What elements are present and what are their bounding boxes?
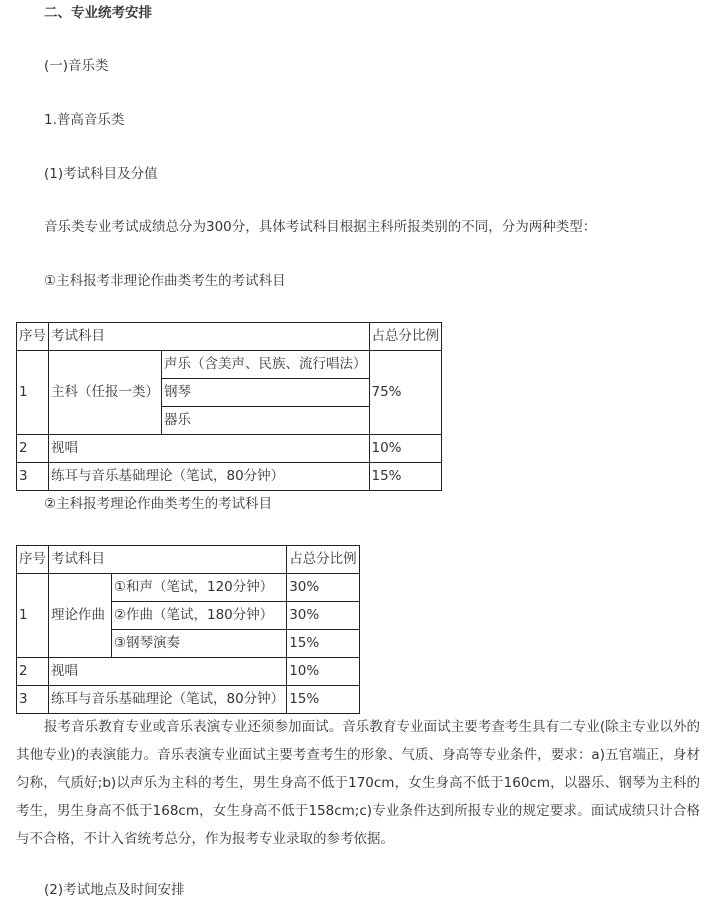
exam-table-theory <box>16 545 360 714</box>
row-subject: 练耳与音乐基础理论（笔试，80分钟） <box>49 686 287 714</box>
row-percentage: 15% <box>287 630 360 658</box>
table-header-row <box>17 323 442 351</box>
row-number: 2 <box>17 658 49 686</box>
row-number: 3 <box>17 686 49 714</box>
row-subject: 理论作曲 <box>49 574 112 658</box>
row-percentage: 30% <box>287 574 360 602</box>
row-number: 3 <box>17 463 49 491</box>
sub-subject: 声乐（含美声、民族、流行唱法） <box>162 351 370 379</box>
section-heading: 二、专业统考安排 <box>44 5 152 21</box>
table-row <box>17 574 360 602</box>
table-row <box>17 435 442 463</box>
table2-caption: ②主科报考理论作曲类考生的考试科目 <box>44 496 273 512</box>
header-percentage: 占总分比例 <box>287 546 360 574</box>
header-subject: 考试科目 <box>49 546 287 574</box>
header-number: 序号 <box>17 546 49 574</box>
subcategory-heading: 1.普高音乐类 <box>44 112 125 128</box>
table-row <box>17 658 360 686</box>
exam-location-heading: (2)考试地点及时间安排 <box>44 882 185 898</box>
header-number: 序号 <box>17 323 49 351</box>
score-intro-text: 音乐类专业考试成绩总分为300分，具体考试科目根据主科所报类别的不同，分为两种类型： <box>44 219 597 235</box>
exam-table-non-theory <box>16 322 442 491</box>
category-heading: (一)音乐类 <box>44 58 109 74</box>
sub-subject: 钢琴 <box>162 379 370 407</box>
row-percentage: 10% <box>287 658 360 686</box>
row-percentage: 10% <box>369 435 442 463</box>
table-row <box>17 686 360 714</box>
interview-requirements-paragraph: 报考音乐教育专业或音乐表演专业还须参加面试。音乐教育专业面试主要考查考生具有二专业(除主专业以外的其他专业)的表演能力。音乐表演专业面试主要考查考生的形象、气质、身高等专业条件，要求：a)五官端正，身材匀称，气质好;b)以声乐为主科的考生，男生身高不低于170cm，女生身高不低于160cm，以器乐、钢琴为主科的考生，男生身高不低于168cm，女生身高不低于158cm;c)专业条件达到所报专业的规定要求。面试成绩只计合格与不合格，不计入省统考总分，作为报考专业录取的参考依据。 <box>16 719 700 847</box>
sub-subject: ②作曲（笔试，180分钟） <box>111 602 286 630</box>
sub-subject: ③钢琴演奏 <box>111 630 286 658</box>
table-row <box>17 463 442 491</box>
table-row <box>17 351 442 379</box>
row-percentage: 15% <box>369 463 442 491</box>
row-subject: 视唱 <box>49 658 287 686</box>
row-percentage: 30% <box>287 602 360 630</box>
header-percentage: 占总分比例 <box>369 323 442 351</box>
sub-subject: 器乐 <box>162 407 370 435</box>
row-subject: 视唱 <box>49 435 370 463</box>
row-subject: 主科（任报一类） <box>49 351 162 435</box>
row-number: 1 <box>17 351 49 435</box>
sub-subject: ①和声（笔试，120分钟） <box>111 574 286 602</box>
row-subject: 练耳与音乐基础理论（笔试，80分钟） <box>49 463 370 491</box>
row-percentage: 15% <box>287 686 360 714</box>
row-number: 2 <box>17 435 49 463</box>
table1-caption: ①主科报考非理论作曲类考生的考试科目 <box>44 273 286 289</box>
exam-subjects-heading: (1)考试科目及分值 <box>44 166 158 182</box>
header-subject: 考试科目 <box>49 323 370 351</box>
row-number: 1 <box>17 574 49 658</box>
table-header-row <box>17 546 360 574</box>
row-percentage: 75% <box>369 351 442 435</box>
